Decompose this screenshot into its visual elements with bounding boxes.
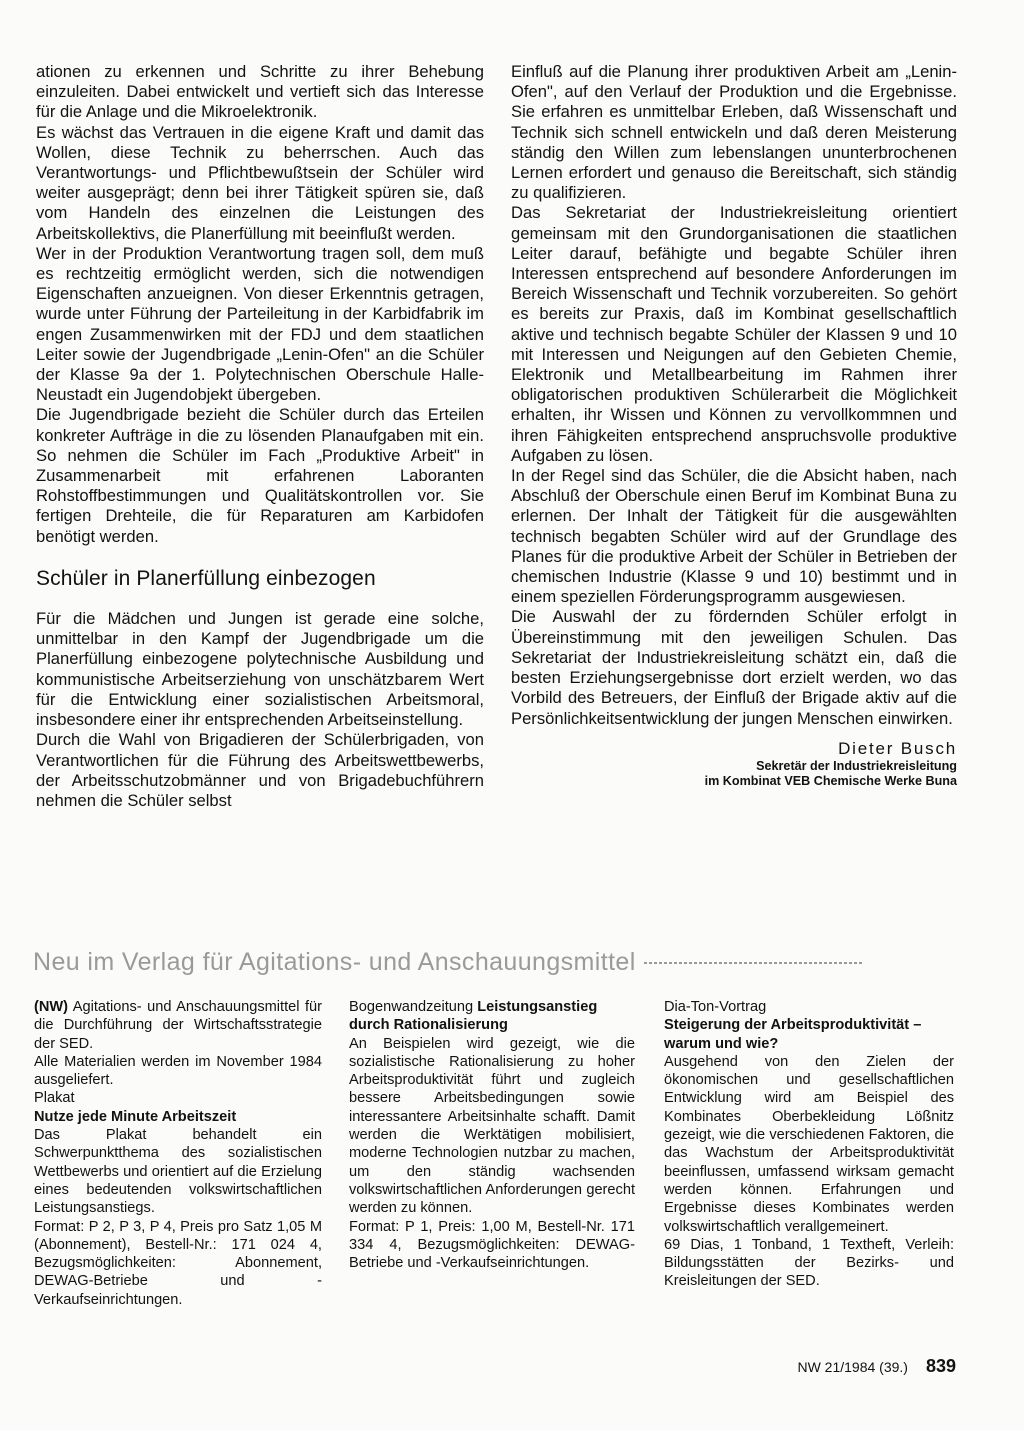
paragraph: In der Regel sind das Schüler, die die Absicht haben, nach Abschluß der Oberschule einen Beruf im Kombinat Buna zu erlernen. Der Inhalt der Tätigkeit für die ausgewählten technisch begabten Schüler wird auf der Grundlage des Planes für die produktive Arbeit der Schüler in Betrieben der chemischen Industrie (Klasse 9 und 10) bestimmt und in einem speziellen Förderungsprogramm ausgewiesen.	[511, 466, 957, 607]
paragraph: Für die Mädchen und Jungen ist gerade eine solche, unmittelbar in den Kampf der Jugendbrigade um die Planerfüllung einbezogene polytechnische Ausbildung und kommunistische Arbeitserziehung von unschätzbarem Wert für die Entwicklung einer sozialistischen Arbeitsmoral, insbesondere einer ihr entsprechenden Arbeitseinstellung.	[36, 609, 484, 730]
item-type: Dia-Ton-Vortrag	[664, 999, 767, 1015]
author-role: Sekretär der Industriekreisleitung	[756, 758, 957, 773]
item-type: Plakat	[34, 1090, 75, 1107]
box-title-text: Neu im Verlag für Agitations- und Anschauungsmittel	[33, 948, 636, 976]
intro-text: Agitations- und Anschauungsmittel für die Durchführung der Wirtschaftsstrategie der SED.	[34, 999, 322, 1052]
item-title: Steigerung der Arbeitsproduktivität – warum und wie?	[664, 1017, 922, 1052]
item-heading	[349, 998, 635, 1035]
paragraph: Einfluß auf die Planung ihrer produktiven Arbeit am „Lenin-Ofen", auf den Verlauf der Produktion und die Ergebnisse. Sie erfahren es unmittelbar Erleben, daß Wissenschaft und Technik sich schnell entwickeln und daß deren Meisterung ständig den Willen zum lebenslangen ununterbrochenen Lernen erfordert und genauso die Bereitschaft, sich ständig zu qualifizieren.	[511, 62, 957, 203]
item-description: Das Plakat behandelt ein Schwerpunktthema des sozialistischen Wettbewerbs und orientiert auf die Erzielung eines bedeutenden volkswirtschaftlichen Leistungsanstiegs.	[34, 1127, 322, 1217]
paragraph: Die Jugendbrigade bezieht die Schüler durch das Erteilen konkreter Aufträge in die zu lösenden Planaufgaben mit ein. So nehmen die Schüler im Fach „Produktive Arbeit" in Zusammenarbeit mit erfahrenen Laboranten Rohstoffbestimmungen und Qualitätskontrollen vor. Sie fertigen Drehteile, die für Reparaturen am Karbidofen benötigt werden.	[36, 405, 484, 546]
box-column-2	[349, 998, 635, 1272]
box-column-1	[34, 998, 322, 1309]
item-title: Leistungsanstieg durch Rationalisierung	[349, 999, 598, 1034]
box-title	[33, 948, 963, 977]
page-number: 839	[925, 1356, 956, 1376]
article-left-column	[36, 62, 484, 811]
issue-label: NW 21/1984 (39.)	[797, 1359, 908, 1375]
paragraph: Das Sekretariat der Industriekreisleitung orientiert gemeinsam mit den Grundorganisationen die staatlichen Leiter darauf, befähigte und begabte Schüler ihren Interessen entsprechend auf besondere Anforderungen im Bereich Wissenschaft und Technik vorzubereiten. So gehört es bereits zur Praxis, daß im Kombinat gesellschaftlich aktive und technisch begabte Schüler der Klassen 9 und 10 mit Interessen und Neigungen auf den Gebieten Chemie, Elektronik und Metallbearbeitung im Rahmen ihrer obligatorischen produktiven Schülerarbeit die Möglichkeit erhalten, ihr Wissen und Können zu vervollkommnen und ihren Fähigkeiten entsprechend anspruchsvolle produktive Aufgaben zu lösen.	[511, 203, 957, 465]
item-format: Format: P 1, Preis: 1,00 M, Bestell-Nr. 171 334 4, Bezugsmöglichkeiten: DEWAG-Betriebe und -Verkaufseinrichtungen.	[349, 1218, 635, 1272]
title-rule	[644, 962, 864, 964]
paragraph: Durch die Wahl von Brigadieren der Schülerbrigaden, von Verantwortlichen für die Führung des Arbeitswettbewerbs, der Arbeitsschutzobmänner und von Brigadebuchführern nehmen die Schüler selbst	[36, 730, 484, 810]
intro-tag: (NW)	[34, 999, 69, 1015]
author-organization: im Kombinat VEB Chemische Werke Buna	[704, 773, 957, 788]
intro	[34, 998, 322, 1053]
item-description: Ausgehend von den Zielen der ökonomischen und gesellschaftlichen Entwicklung wird am Beispiel des Kombinates Oberbekleidung Lößnitz gezeigt, wie die verschiedenen Faktoren, die das Wachstum der Arbeitsproduktivität beeinflussen, umfassend wirksam gemacht werden können. Erfahrungen und Ergebnisse dieses Kombinates werden volkswirtschaftlich verallgemeinert.	[664, 1053, 954, 1235]
article-subheading: Schüler in Planerfüllung einbezogen	[36, 566, 376, 590]
article-right-column	[511, 62, 957, 789]
item-description: An Beispielen wird gezeigt, wie die sozialistische Rationalisierung zu hoher Arbeitsproduktivität führt und zugleich bessere Arbeitsbedingungen sowie interessantere Arbeitsinhalte schafft. Damit werden die Werktätigen mobilisiert, moderne Technologien nutzbar zu machen, um den ständig wachsenden volkswirtschaftlichen Anforderungen gerecht werden zu können.	[349, 1035, 635, 1217]
delivery-note: Alle Materialien werden im November 1984 ausgeliefert.	[34, 1053, 322, 1089]
paragraph: Wer in der Produktion Verantwortung tragen soll, dem muß es rechtzeitig ermöglicht werden, sich die notwendigen Eigenschaften anzueignen. Von dieser Erkenntnis getragen, wurde unter Führung der Parteileitung in der Karbidfabrik im engen Zusammenwirken mit der FDJ und dem staatlichen Leiter sowie der Jugendbrigade „Lenin-Ofen" an die Schüler der Klasse 9a der 1. Polytechnischen Oberschule Halle-Neustadt ein Jugendobjekt übergeben.	[36, 243, 484, 405]
item-format: Format: P 2, P 3, P 4, Preis pro Satz 1,05 M (Abonnement), Bestell-Nr.: 171 024 4, Bezugsmöglichkeiten: Abonnement, DEWAG-Betriebe und -Verkaufseinrichtungen.	[34, 1218, 322, 1308]
author-name: Dieter Busch	[838, 738, 957, 758]
item-format: 69 Dias, 1 Tonband, 1 Textheft, Verleih: Bildungsstätten der Bezirks- und Kreisleitungen der SED.	[664, 1236, 954, 1290]
paragraph: Die Auswahl der zu fördernden Schüler erfolgt in Übereinstimmung mit den jeweiligen Schulen. Das Sekretariat der Industriekreisleitung schätzt ein, daß die besten Erziehungsergebnisse dort erzielt werden, wo das Vorbild des Betreuers, der Einfluß der Brigade aktiv auf die Persönlichkeitsentwicklung der jungen Menschen einwirken.	[511, 607, 957, 728]
item-type: Bogenwandzeitung	[349, 999, 474, 1015]
paragraph: Es wächst das Vertrauen in die eigene Kraft und damit das Wollen, diese Technik zu beherrschen. Auch das Verantwortungs- und Pflichtbewußtsein der Schüler wird weiter ausgeprägt; denn bei ihrer Tätigkeit spüren sie, daß vom Handeln des einzelnen die Leistungen des Arbeitskollektivs, die Planerfüllung mit beeinflußt werden.	[36, 122, 484, 243]
box-column-3	[664, 998, 954, 1291]
item-title: Nutze jede Minute Arbeitszeit	[34, 1108, 237, 1125]
paragraph: ationen zu erkennen und Schritte zu ihrer Behebung einzuleiten. Dabei entwickelt und vertieft sich das Interesse für die Anlage und die Mikroelektronik.	[36, 62, 484, 122]
page-footer	[700, 1356, 956, 1377]
